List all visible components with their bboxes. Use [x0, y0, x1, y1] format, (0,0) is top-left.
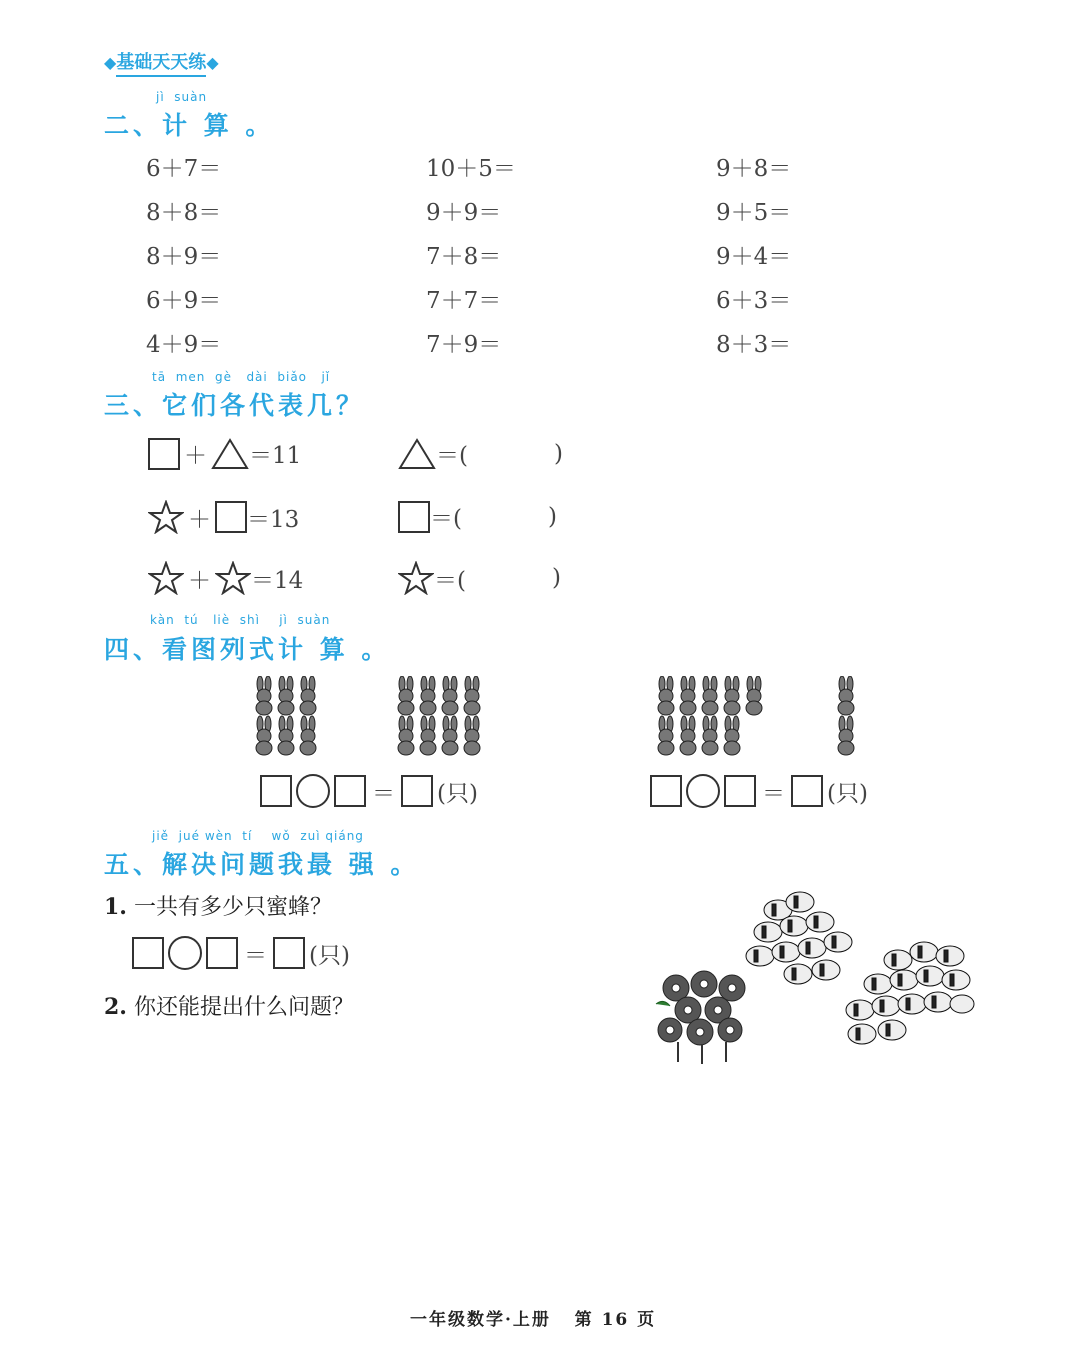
flower-cluster	[656, 971, 745, 1064]
operator-circle[interactable]	[296, 774, 330, 808]
answer-close: )	[551, 565, 561, 591]
equation: 8＋8＝	[146, 200, 222, 226]
equation: 4＋9＝	[146, 332, 222, 358]
equation: 9＋5＝	[716, 200, 792, 226]
answer-box[interactable]	[791, 775, 823, 807]
star-icon	[398, 561, 434, 595]
equation: 7＋8＝	[426, 244, 502, 270]
answer-box[interactable]	[260, 775, 292, 807]
equation-template-q1: ＝ (只)	[132, 936, 350, 970]
question-2	[104, 990, 354, 1021]
question-text: 一共有多少只蜜蜂？	[133, 895, 332, 920]
equation-result: ＝13	[247, 506, 300, 533]
answer-triangle	[398, 437, 563, 470]
answer-close: )	[547, 503, 557, 530]
shape-equation-2: ＋ ＝13	[148, 500, 299, 534]
unit-label: (只)	[437, 780, 478, 807]
equation-template-2: ＝ (只)	[650, 774, 868, 808]
equation: 6＋7＝	[146, 156, 222, 182]
rabbit-icon	[702, 716, 718, 755]
unit-label: (只)	[827, 780, 868, 807]
unit-label: (只)	[309, 942, 350, 969]
rabbit-icon	[464, 676, 480, 715]
operator-circle[interactable]	[686, 774, 720, 808]
rabbit-icon	[420, 716, 436, 755]
rabbit-icon	[724, 716, 740, 755]
section2-pinyin: jì suàn	[156, 90, 208, 104]
answer-open: ＝(	[436, 443, 468, 469]
bees-flowers-illustration	[648, 880, 988, 1070]
answer-star	[398, 561, 561, 595]
rabbit-icon	[278, 716, 294, 755]
section4-title: 四、看图列式计 算 。	[104, 635, 391, 664]
answer-box[interactable]	[334, 775, 366, 807]
section3-pinyin: tā men gè dài biǎo jǐ	[152, 370, 331, 384]
equation: 7＋7＝	[426, 288, 502, 314]
rabbit-icon	[702, 676, 718, 715]
section4-pinyin: kàn tú liè shì jì suàn	[150, 613, 331, 627]
question-number: 1.	[104, 894, 127, 920]
diamond-icon: ◆	[206, 53, 219, 72]
answer-open: ＝(	[430, 506, 462, 532]
answer-box[interactable]	[650, 775, 682, 807]
rabbit-icon	[680, 716, 696, 755]
answer-box[interactable]	[206, 937, 238, 969]
rabbit-icon	[278, 676, 294, 715]
rabbit-icon	[300, 676, 316, 715]
star-icon	[148, 500, 184, 534]
operator-circle[interactable]	[168, 936, 202, 970]
question-number: 2.	[104, 994, 127, 1020]
rabbit-icon	[746, 676, 762, 715]
shape-equation-1: ＋ ＝11	[148, 437, 301, 470]
section5-pinyin: jiě jué wèn tí wǒ zuì qiáng	[152, 829, 364, 843]
square-icon	[215, 501, 247, 533]
equation-template-1: ＝ (只)	[260, 774, 478, 808]
equation: 10＋5＝	[426, 156, 516, 182]
rabbit-icon	[300, 716, 316, 755]
equation: 6＋9＝	[146, 288, 222, 314]
square-icon	[148, 438, 180, 470]
badge-label: 基础天天练	[116, 52, 206, 77]
answer-close: )	[553, 440, 563, 467]
bee-cluster-top	[746, 892, 852, 984]
star-icon	[215, 561, 251, 595]
section3-title: 三、它们各代表几？	[104, 391, 366, 420]
question-text: 你还能提出什么问题？	[133, 995, 354, 1020]
section2-title: 二、计 算 。	[104, 111, 275, 140]
triangle-icon	[211, 438, 249, 470]
page-footer: 一年级数学·上册 第 16 页	[410, 1310, 657, 1330]
shape-equation-3: ＋ ＝14	[148, 561, 303, 595]
equation: 7＋9＝	[426, 332, 502, 358]
rabbit-icon	[838, 676, 854, 715]
rabbit-icon	[724, 676, 740, 715]
equation: 8＋9＝	[146, 244, 222, 270]
triangle-icon	[398, 438, 436, 470]
answer-box[interactable]	[401, 775, 433, 807]
rabbit-icon	[838, 716, 854, 755]
rabbit-group-2	[648, 676, 888, 758]
rabbit-group-1	[246, 676, 486, 758]
rabbit-icon	[256, 716, 272, 755]
rabbit-icon	[256, 676, 272, 715]
rabbit-icon	[442, 716, 458, 755]
rabbit-icon	[658, 716, 674, 755]
answer-box[interactable]	[132, 937, 164, 969]
rabbit-icon	[680, 676, 696, 715]
question-1	[104, 890, 332, 921]
section5-title: 五、解决问题我最 强 。	[104, 850, 420, 879]
rabbit-icon	[658, 676, 674, 715]
rabbit-icon	[420, 676, 436, 715]
diamond-icon: ◆	[104, 53, 117, 72]
answer-box[interactable]	[273, 937, 305, 969]
equation-result: ＝14	[251, 567, 304, 594]
equation: 9＋4＝	[716, 244, 792, 270]
answer-open: ＝(	[434, 567, 466, 594]
equation: 6＋3＝	[716, 288, 792, 314]
equation-result: ＝11	[249, 443, 302, 469]
rabbit-icon	[464, 716, 480, 755]
section-badge	[104, 48, 219, 74]
square-icon	[398, 501, 430, 533]
bee-cluster-right	[846, 942, 974, 1044]
answer-square	[398, 500, 557, 533]
star-icon	[148, 561, 184, 595]
rabbit-icon	[398, 716, 414, 755]
rabbit-icon	[398, 676, 414, 715]
answer-box[interactable]	[724, 775, 756, 807]
equation: 8＋3＝	[716, 332, 792, 358]
equation: 9＋9＝	[426, 200, 502, 226]
rabbit-icon	[442, 676, 458, 715]
equation: 9＋8＝	[716, 156, 792, 182]
